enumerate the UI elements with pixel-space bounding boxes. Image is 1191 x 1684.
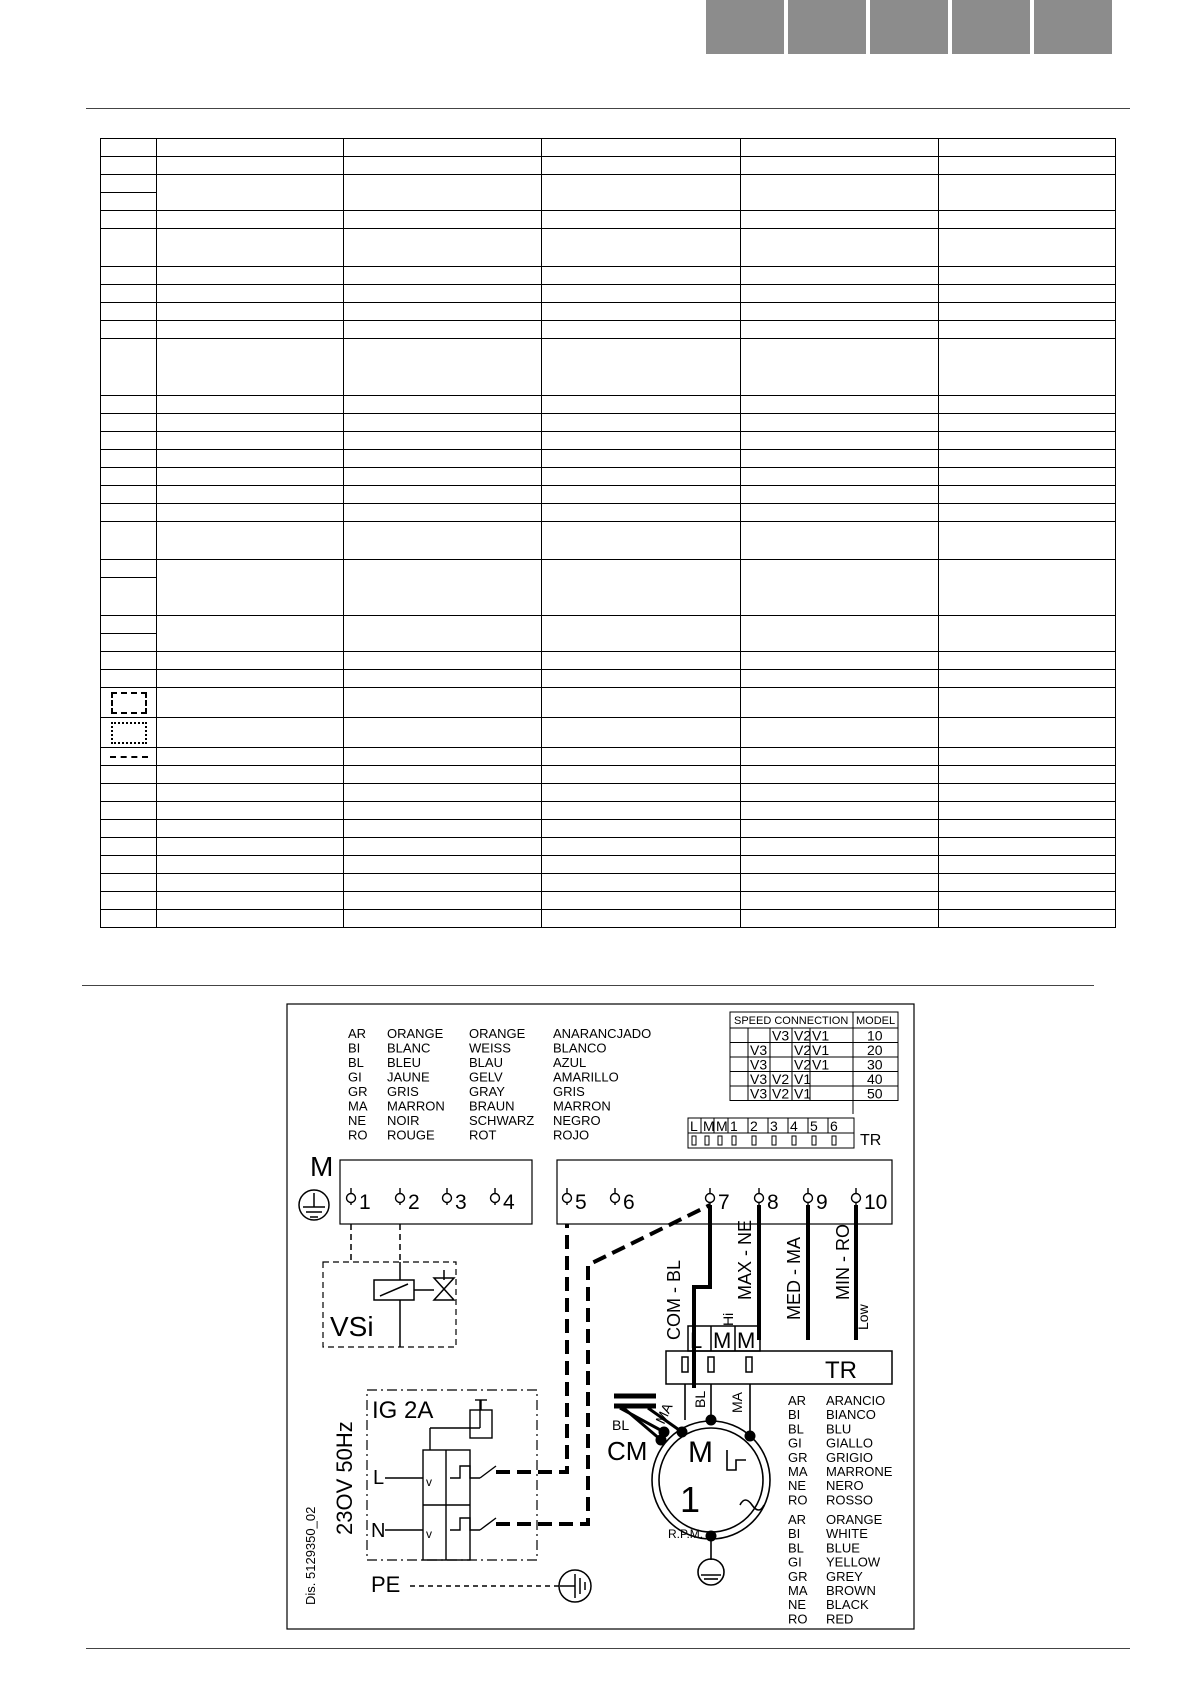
color-code-entry: BLANC <box>387 1040 431 1056</box>
terminal-number: 10 <box>864 1191 888 1214</box>
color-code-entry: ROT <box>469 1127 497 1143</box>
tr-block-letter: M <box>713 1328 732 1353</box>
speed-cell: V2 <box>772 1071 790 1087</box>
wire-label-max: MAX - NE <box>735 1219 755 1300</box>
model-cell: 30 <box>867 1056 883 1073</box>
tr-strip-pin <box>718 1136 722 1145</box>
ig-label: IG 2A <box>372 1397 434 1424</box>
color-code-entry: ANARANCJADO <box>553 1026 652 1041</box>
speed-cell: V1 <box>794 1071 812 1087</box>
wire-label-hi: Hi <box>720 1312 736 1326</box>
color-code-entry: BI <box>348 1040 361 1056</box>
tr-strip-label: M <box>703 1118 715 1134</box>
terminal-number: 7 <box>718 1191 730 1214</box>
wire-label-low: Low <box>855 1304 871 1330</box>
color-code-entry: ROSSO <box>826 1492 873 1508</box>
tr-strip-label: 4 <box>790 1118 798 1134</box>
supply-label: 23OV 50Hz <box>332 1421 357 1535</box>
color-legend-multilang <box>348 1026 651 1143</box>
color-code-entry: GRIGIO <box>826 1449 873 1465</box>
color-code-entry: BLAU <box>469 1055 503 1070</box>
color-code-entry: BI <box>788 1526 801 1542</box>
line-l-label: L <box>373 1467 385 1489</box>
color-code-entry: ROUGE <box>387 1127 435 1143</box>
color-code-entry: GR <box>788 1568 808 1584</box>
color-code-entry: MA <box>788 1583 808 1598</box>
color-code-entry: BRAUN <box>469 1098 515 1114</box>
speed-header: SPEED CONNECTION <box>734 1015 849 1027</box>
color-code-entry: GI <box>348 1069 362 1085</box>
terminal-number: 2 <box>408 1191 420 1214</box>
color-code-entry: ORANGE <box>387 1026 444 1041</box>
color-code-entry: GRAY <box>469 1084 505 1099</box>
tr-strip-label: 1 <box>730 1118 738 1134</box>
color-code-entry: BLUE <box>826 1540 860 1556</box>
terminal-number: 3 <box>455 1191 467 1214</box>
color-code-entry: YELLOW <box>826 1554 881 1570</box>
tr-block-labels <box>690 1326 755 1353</box>
color-code-entry: AR <box>788 1393 807 1408</box>
terminal-screw <box>347 1194 356 1203</box>
color-code-entry: NE <box>348 1113 367 1128</box>
pe-label: PE <box>371 1572 401 1597</box>
speed-cell: V3 <box>772 1027 790 1044</box>
color-code-entry: MARRON <box>387 1098 445 1114</box>
wire-label-com: COM - BL <box>664 1259 684 1340</box>
color-code-entry: BIANCO <box>826 1407 876 1423</box>
tr-strip-pin <box>792 1136 796 1145</box>
model-cell: 40 <box>867 1071 883 1087</box>
color-code-entry: ROJO <box>553 1127 590 1143</box>
color-code-entry: AMARILLO <box>553 1069 619 1085</box>
speed-cell: V2 <box>794 1042 812 1058</box>
color-code-entry: RO <box>348 1127 368 1143</box>
terminal-number: 9 <box>816 1191 828 1214</box>
terminal-screw <box>396 1194 405 1203</box>
terminal-number: 8 <box>767 1191 779 1214</box>
color-code-entry: MA <box>348 1098 368 1114</box>
color-code-entry: AR <box>788 1512 807 1527</box>
color-code-entry: NERO <box>826 1478 864 1494</box>
color-code-entry: ORANGE <box>469 1026 526 1041</box>
tr-strip-pin <box>772 1136 776 1145</box>
terminal-screw <box>563 1194 572 1203</box>
pe-ground-icon <box>559 1570 591 1602</box>
speed-cell: V1 <box>794 1085 812 1102</box>
capacitor-label: CM <box>607 1436 648 1466</box>
speed-connection-table <box>730 1012 898 1114</box>
tr-strip-pin <box>705 1136 709 1145</box>
tr-strip-bottom <box>688 1133 854 1148</box>
color-code-entry: BI <box>788 1407 801 1423</box>
ground-symbol-top <box>299 1190 329 1220</box>
color-code-entry: MARRON <box>553 1098 611 1114</box>
tr-strip-label: 2 <box>750 1118 758 1134</box>
rpm-label: R.P.M. <box>668 1527 704 1541</box>
color-code-entry: GRIS <box>553 1084 585 1099</box>
tr-strip-label: L <box>690 1118 698 1134</box>
color-code-entry: GRIS <box>387 1084 419 1099</box>
model-cell: 10 <box>867 1027 883 1044</box>
model-header: MODEL <box>856 1015 896 1027</box>
line-n-label: N <box>371 1520 386 1542</box>
speed-cell: V3 <box>750 1056 768 1073</box>
terminal-screw <box>443 1194 452 1203</box>
color-code-entry: GR <box>348 1084 368 1099</box>
color-code-entry: GREY <box>826 1568 863 1584</box>
tr-block-letter: M <box>737 1328 756 1353</box>
terminal-screw <box>755 1194 764 1203</box>
color-code-entry: RED <box>826 1611 854 1627</box>
color-code-entry: BL <box>788 1421 804 1437</box>
color-code-entry: MARRONE <box>826 1464 893 1479</box>
motor-bl-label: BL <box>692 1390 708 1408</box>
color-code-entry: RO <box>788 1611 808 1627</box>
color-code-entry: NEGRO <box>553 1113 601 1128</box>
color-code-entry: BLU <box>826 1421 852 1437</box>
vsi-label: VSi <box>330 1311 374 1342</box>
tr-strip-pin <box>832 1136 836 1145</box>
tr-strip-title: TR <box>860 1132 882 1149</box>
color-code-entry: NOIR <box>387 1113 420 1128</box>
drawing-number: Dis. 5129350_02 <box>303 1506 318 1605</box>
terminal-screw <box>706 1194 715 1203</box>
color-code-entry: WEISS <box>469 1040 511 1056</box>
color-code-entry: BL <box>788 1540 804 1556</box>
terminal-number: 1 <box>359 1191 371 1214</box>
speed-cell: V2 <box>794 1056 812 1073</box>
color-code-entry: GIALLO <box>826 1435 873 1451</box>
color-code-entry: BLACK <box>826 1597 869 1613</box>
color-code-entry: GI <box>788 1554 802 1570</box>
wire-label-med: MED - MA <box>784 1237 804 1320</box>
tr-terminal-strip <box>688 1118 881 1149</box>
terminal-screw <box>804 1194 813 1203</box>
color-code-entry: GR <box>788 1449 808 1465</box>
motor-phase: 1 <box>680 1479 701 1520</box>
terminal-number: 5 <box>575 1191 587 1214</box>
motor-letter: M <box>688 1436 713 1469</box>
terminal-number: 6 <box>623 1191 635 1214</box>
capacitor-ma-label: MA <box>652 1400 676 1427</box>
speed-cell: V2 <box>794 1027 812 1044</box>
color-code-entry: AR <box>348 1026 367 1041</box>
color-code-entry: JAUNE <box>387 1069 430 1085</box>
color-code-entry: GI <box>788 1435 802 1451</box>
color-code-entry: GELV <box>469 1069 503 1085</box>
color-code-entry: ORANGE <box>826 1512 883 1527</box>
color-code-entry: BL <box>348 1055 364 1070</box>
color-code-entry: WHITE <box>826 1526 868 1542</box>
speed-cell: V3 <box>750 1071 768 1087</box>
tr-strip-pin <box>692 1136 696 1145</box>
tr-strip-pin <box>752 1136 756 1145</box>
color-code-entry: SCHWARZ <box>469 1113 535 1128</box>
speed-cell: V1 <box>812 1027 830 1044</box>
color-code-entry: BLEU <box>387 1055 421 1070</box>
model-cell: 20 <box>867 1042 883 1058</box>
speed-cell: V3 <box>750 1042 768 1058</box>
svg-text:v: v <box>426 1527 432 1541</box>
speed-cell: V3 <box>750 1085 768 1102</box>
color-code-entry: NE <box>788 1478 807 1494</box>
capacitor-bl-label: BL <box>612 1417 630 1433</box>
tr-strip-label: 3 <box>770 1118 778 1134</box>
model-cell: 50 <box>867 1085 883 1102</box>
capacitor <box>614 1396 656 1406</box>
speed-cell: V1 <box>812 1056 830 1073</box>
terminal-screw <box>852 1194 861 1203</box>
tr-block-right-label: TR <box>825 1357 857 1384</box>
tr-strip-pin <box>812 1136 816 1145</box>
terminal-number: 4 <box>503 1191 515 1214</box>
color-code-entry: AZUL <box>553 1055 587 1070</box>
motor-ground-label: M <box>310 1151 334 1182</box>
tr-strip-label: 6 <box>830 1118 838 1134</box>
wire-label-min: MIN - RO <box>833 1224 853 1300</box>
tr-strip-label: M <box>716 1118 728 1134</box>
color-code-entry: BROWN <box>826 1583 876 1598</box>
svg-text:v: v <box>426 1475 432 1489</box>
tr-block <box>666 1351 892 1384</box>
tr-block-letter: L <box>690 1328 703 1353</box>
color-code-entry: RO <box>788 1492 808 1508</box>
speed-cell: V1 <box>812 1042 830 1058</box>
terminal-screw <box>611 1194 620 1203</box>
speed-cell: V2 <box>772 1085 790 1102</box>
terminal-screw <box>491 1194 500 1203</box>
supply-wires <box>496 1205 710 1524</box>
color-legend-right <box>788 1393 893 1626</box>
color-code-entry: ARANCIO <box>826 1393 886 1408</box>
motor-ma-label: MA <box>729 1392 745 1413</box>
color-code-entry: MA <box>788 1464 808 1479</box>
color-code-entry: NE <box>788 1597 807 1613</box>
tr-strip-label: 5 <box>810 1118 818 1134</box>
tr-strip-pin <box>732 1136 736 1145</box>
breaker-symbol <box>385 1400 496 1560</box>
color-code-entry: BLANCO <box>553 1040 607 1056</box>
